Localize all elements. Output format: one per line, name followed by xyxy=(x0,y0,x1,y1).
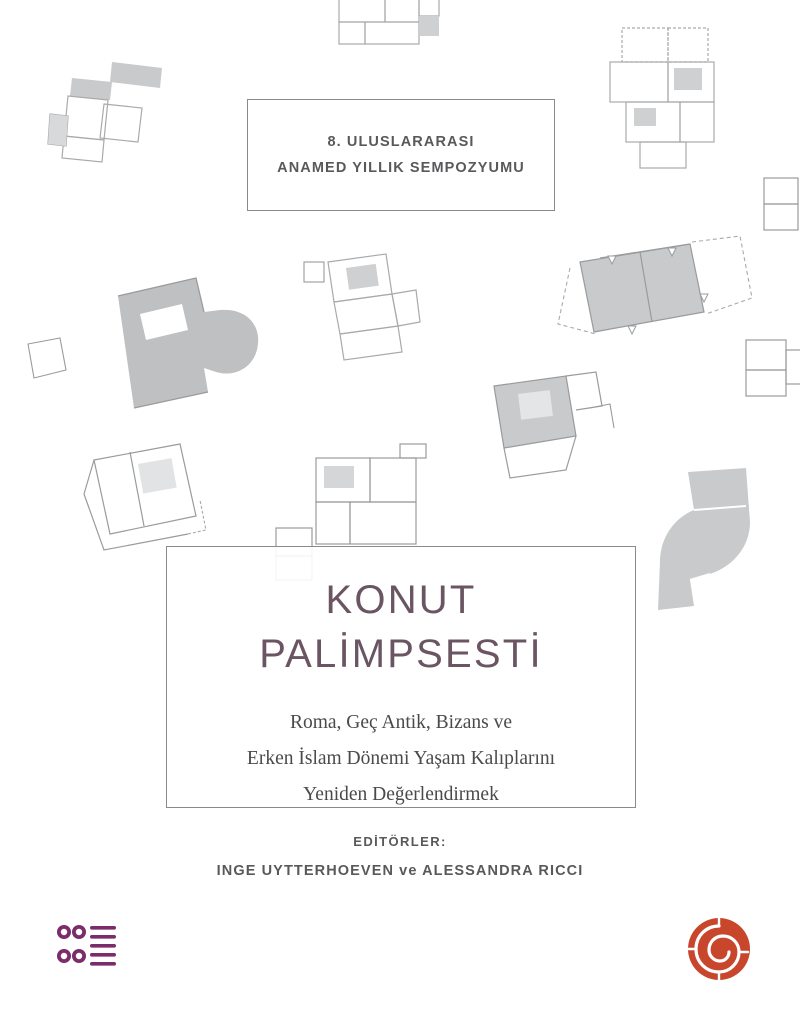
editors-label: EDİTÖRLER: xyxy=(353,834,447,849)
subtitle-line-3: Yeniden Değerlendirmek xyxy=(303,784,499,806)
main-title-line-2: PALİMPSESTİ xyxy=(259,632,543,676)
subtitle xyxy=(247,705,555,813)
anamed-spiral-logo xyxy=(686,916,752,982)
plan-left-apsidal xyxy=(100,252,300,412)
plan-right-lower xyxy=(650,466,780,616)
koc-university-logo xyxy=(48,918,122,980)
symposium-line-2: ANAMED YILLIK SEMPOZYUMU xyxy=(277,160,525,176)
plan-center-small xyxy=(312,246,432,366)
plan-top-right xyxy=(600,22,730,182)
subtitle-line-1: Roma, Geç Antik, Bizans ve xyxy=(289,712,513,733)
subtitle-line-2: Erken İslam Dönemi Yaşam Kalıplarını xyxy=(246,748,556,770)
symposium-line-1: 8. ULUSLARARASI xyxy=(327,134,475,150)
plan-center-right-mid xyxy=(470,366,620,496)
symposium-box xyxy=(247,99,555,211)
plan-left-small xyxy=(20,330,80,400)
plan-top-center xyxy=(335,0,445,48)
editors-block xyxy=(0,834,800,879)
plan-far-right-upper xyxy=(760,170,800,240)
title-box xyxy=(166,546,636,808)
plan-far-right-top xyxy=(740,330,800,410)
editors-names: INGE UYTTERHOEVEN ve ALESSANDRA RICCI xyxy=(216,863,584,879)
main-title-line-1: KONUT xyxy=(325,578,477,622)
plan-upper-left-a xyxy=(42,54,172,174)
plan-upper-mid-left xyxy=(300,258,330,288)
plan-right-large xyxy=(540,228,760,368)
